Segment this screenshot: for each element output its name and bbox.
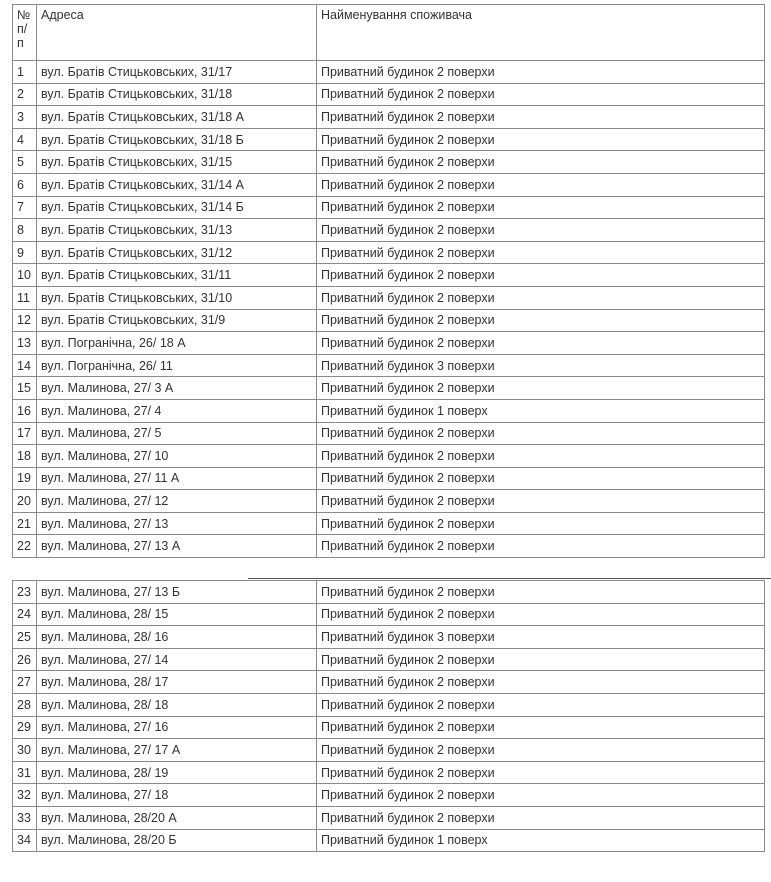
row-consumer: Приватний будинок 2 поверхи xyxy=(317,196,765,219)
row-number: 12 xyxy=(13,309,37,332)
row-number: 31 xyxy=(13,761,37,784)
row-address: вул. Братів Стицьковських, 31/14 Б xyxy=(37,196,317,219)
table-row xyxy=(13,445,765,468)
table-row xyxy=(13,309,765,332)
table-row xyxy=(13,693,765,716)
row-number: 23 xyxy=(13,581,37,604)
table-row xyxy=(13,784,765,807)
row-number: 20 xyxy=(13,490,37,513)
table-row xyxy=(13,761,765,784)
row-address: вул. Малинова, 28/ 17 xyxy=(37,671,317,694)
row-address: вул. Малинова, 27/ 10 xyxy=(37,445,317,468)
table-row xyxy=(13,173,765,196)
row-consumer: Приватний будинок 2 поверхи xyxy=(317,445,765,468)
table-row xyxy=(13,535,765,558)
table-row xyxy=(13,626,765,649)
row-number: 11 xyxy=(13,286,37,309)
row-number: 24 xyxy=(13,603,37,626)
page-break-line xyxy=(248,578,771,579)
table-row xyxy=(13,581,765,604)
row-consumer: Приватний будинок 2 поверхи xyxy=(317,761,765,784)
row-number: 29 xyxy=(13,716,37,739)
row-address: вул. Малинова, 28/ 16 xyxy=(37,626,317,649)
row-number: 8 xyxy=(13,219,37,242)
header-consumer: Найменування споживача xyxy=(317,5,765,61)
table-row xyxy=(13,739,765,762)
row-address: вул. Братів Стицьковських, 31/17 xyxy=(37,61,317,84)
table-row xyxy=(13,128,765,151)
row-number: 18 xyxy=(13,445,37,468)
row-number: 17 xyxy=(13,422,37,445)
row-consumer: Приватний будинок 2 поверхи xyxy=(317,61,765,84)
row-consumer: Приватний будинок 2 поверхи xyxy=(317,377,765,400)
row-number: 2 xyxy=(13,83,37,106)
row-consumer: Приватний будинок 3 поверхи xyxy=(317,354,765,377)
table-row xyxy=(13,377,765,400)
row-number: 1 xyxy=(13,61,37,84)
row-number: 13 xyxy=(13,332,37,355)
row-address: вул. Малинова, 28/ 15 xyxy=(37,603,317,626)
table-row xyxy=(13,716,765,739)
row-number: 6 xyxy=(13,173,37,196)
table-row xyxy=(13,671,765,694)
table-row xyxy=(13,512,765,535)
row-consumer: Приватний будинок 1 поверх xyxy=(317,829,765,852)
row-address: вул. Братів Стицьковських, 31/18 xyxy=(37,83,317,106)
row-address: вул. Малинова, 27/ 13 xyxy=(37,512,317,535)
row-number: 28 xyxy=(13,693,37,716)
row-address: вул. Малинова, 27/ 18 xyxy=(37,784,317,807)
table-row xyxy=(13,422,765,445)
table-body-top xyxy=(13,61,765,558)
header-row xyxy=(13,5,765,61)
row-number: 32 xyxy=(13,784,37,807)
consumers-table-part-1 xyxy=(12,4,765,558)
row-address: вул. Малинова, 27/ 12 xyxy=(37,490,317,513)
row-consumer: Приватний будинок 2 поверхи xyxy=(317,512,765,535)
row-consumer: Приватний будинок 2 поверхи xyxy=(317,671,765,694)
row-consumer: Приватний будинок 2 поверхи xyxy=(317,106,765,129)
row-consumer: Приватний будинок 2 поверхи xyxy=(317,648,765,671)
row-number: 4 xyxy=(13,128,37,151)
row-address: вул. Братів Стицьковських, 31/15 xyxy=(37,151,317,174)
row-number: 16 xyxy=(13,399,37,422)
header-address: Адреса xyxy=(37,5,317,61)
row-address: вул. Братів Стицьковських, 31/18 А xyxy=(37,106,317,129)
row-consumer: Приватний будинок 2 поверхи xyxy=(317,173,765,196)
row-consumer: Приватний будинок 2 поверхи xyxy=(317,286,765,309)
table-row xyxy=(13,83,765,106)
row-address: вул. Малинова, 27/ 5 xyxy=(37,422,317,445)
row-consumer: Приватний будинок 2 поверхи xyxy=(317,535,765,558)
row-address: вул. Малинова, 28/20 Б xyxy=(37,829,317,852)
row-address: вул. Братів Стицьковських, 31/14 А xyxy=(37,173,317,196)
row-address: вул. Малинова, 27/ 3 А xyxy=(37,377,317,400)
row-consumer: Приватний будинок 2 поверхи xyxy=(317,693,765,716)
row-address: вул. Малинова, 27/ 17 А xyxy=(37,739,317,762)
row-number: 7 xyxy=(13,196,37,219)
row-number: 14 xyxy=(13,354,37,377)
row-address: вул. Братів Стицьковських, 31/10 xyxy=(37,286,317,309)
table-row xyxy=(13,241,765,264)
row-consumer: Приватний будинок 2 поверхи xyxy=(317,332,765,355)
row-number: 27 xyxy=(13,671,37,694)
row-consumer: Приватний будинок 2 поверхи xyxy=(317,219,765,242)
row-number: 5 xyxy=(13,151,37,174)
row-address: вул. Братів Стицьковських, 31/13 xyxy=(37,219,317,242)
row-address: вул. Малинова, 27/ 4 xyxy=(37,399,317,422)
table-row xyxy=(13,829,765,852)
row-address: вул. Малинова, 28/20 А xyxy=(37,806,317,829)
row-consumer: Приватний будинок 2 поверхи xyxy=(317,241,765,264)
row-consumer: Приватний будинок 2 поверхи xyxy=(317,784,765,807)
table-row xyxy=(13,490,765,513)
table-row xyxy=(13,467,765,490)
row-number: 25 xyxy=(13,626,37,649)
row-address: вул. Малинова, 27/ 13 Б xyxy=(37,581,317,604)
table-body-bottom xyxy=(13,581,765,852)
row-consumer: Приватний будинок 2 поверхи xyxy=(317,806,765,829)
row-number: 34 xyxy=(13,829,37,852)
row-consumer: Приватний будинок 2 поверхи xyxy=(317,467,765,490)
row-number: 21 xyxy=(13,512,37,535)
row-address: вул. Малинова, 28/ 18 xyxy=(37,693,317,716)
row-consumer: Приватний будинок 2 поверхи xyxy=(317,128,765,151)
row-address: вул. Братів Стицьковських, 31/9 xyxy=(37,309,317,332)
table-row xyxy=(13,332,765,355)
consumers-table-part-2 xyxy=(12,580,765,852)
row-number: 30 xyxy=(13,739,37,762)
row-address: вул. Малинова, 27/ 16 xyxy=(37,716,317,739)
table-row xyxy=(13,806,765,829)
row-consumer: Приватний будинок 2 поверхи xyxy=(317,309,765,332)
row-number: 10 xyxy=(13,264,37,287)
row-number: 3 xyxy=(13,106,37,129)
row-address: вул. Малинова, 28/ 19 xyxy=(37,761,317,784)
header-num: № п/ п xyxy=(13,5,37,61)
row-address: вул. Погранічна, 26/ 18 А xyxy=(37,332,317,355)
row-number: 22 xyxy=(13,535,37,558)
row-consumer: Приватний будинок 2 поверхи xyxy=(317,264,765,287)
row-consumer: Приватний будинок 2 поверхи xyxy=(317,83,765,106)
row-address: вул. Малинова, 27/ 13 А xyxy=(37,535,317,558)
row-address: вул. Погранічна, 26/ 11 xyxy=(37,354,317,377)
row-address: вул. Братів Стицьковських, 31/11 xyxy=(37,264,317,287)
row-address: вул. Малинова, 27/ 11 А xyxy=(37,467,317,490)
row-consumer: Приватний будинок 2 поверхи xyxy=(317,603,765,626)
row-number: 19 xyxy=(13,467,37,490)
table-row xyxy=(13,264,765,287)
table-row xyxy=(13,286,765,309)
table-row xyxy=(13,151,765,174)
row-consumer: Приватний будинок 2 поверхи xyxy=(317,151,765,174)
row-consumer: Приватний будинок 2 поверхи xyxy=(317,739,765,762)
row-number: 9 xyxy=(13,241,37,264)
row-number: 26 xyxy=(13,648,37,671)
row-consumer: Приватний будинок 2 поверхи xyxy=(317,422,765,445)
table-row xyxy=(13,399,765,422)
row-address: вул. Малинова, 27/ 14 xyxy=(37,648,317,671)
table-row xyxy=(13,106,765,129)
row-consumer: Приватний будинок 3 поверхи xyxy=(317,626,765,649)
table-row xyxy=(13,196,765,219)
row-consumer: Приватний будинок 2 поверхи xyxy=(317,716,765,739)
row-consumer: Приватний будинок 1 поверх xyxy=(317,399,765,422)
table-row xyxy=(13,648,765,671)
row-consumer: Приватний будинок 2 поверхи xyxy=(317,490,765,513)
row-address: вул. Братів Стицьковських, 31/12 xyxy=(37,241,317,264)
row-number: 33 xyxy=(13,806,37,829)
row-consumer: Приватний будинок 2 поверхи xyxy=(317,581,765,604)
table-row xyxy=(13,603,765,626)
table-row xyxy=(13,219,765,242)
table-row xyxy=(13,354,765,377)
row-number: 15 xyxy=(13,377,37,400)
table-row xyxy=(13,61,765,84)
row-address: вул. Братів Стицьковських, 31/18 Б xyxy=(37,128,317,151)
